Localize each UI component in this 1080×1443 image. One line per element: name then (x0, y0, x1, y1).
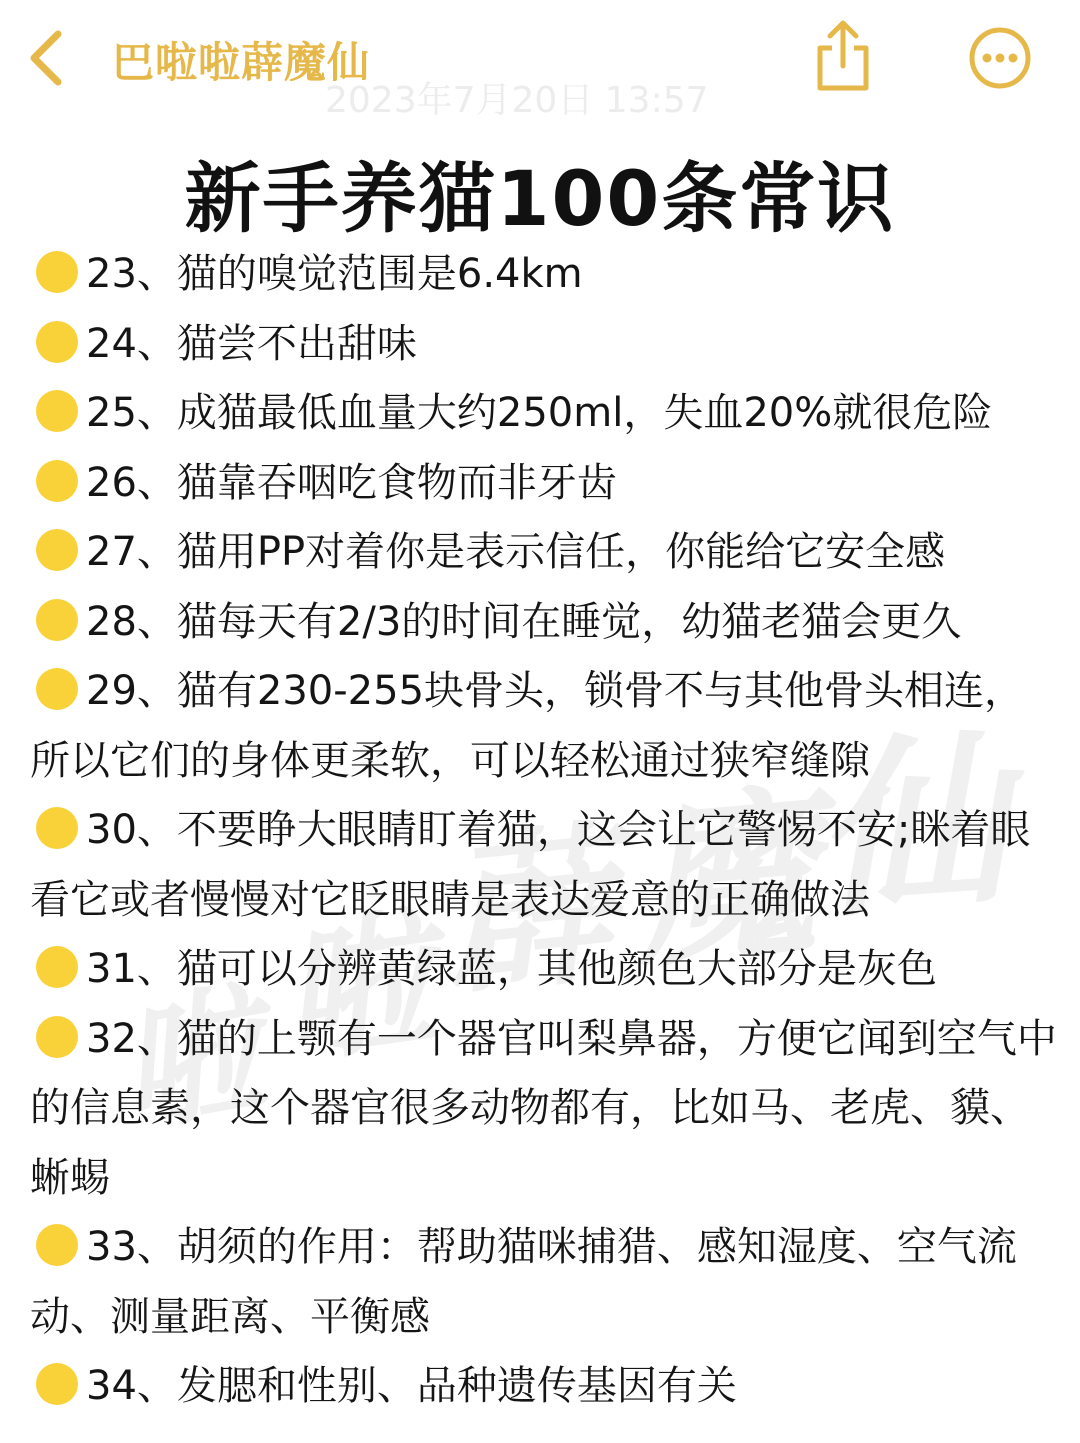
yellow-circle-icon (36, 668, 78, 710)
list-item (30, 935, 1060, 1005)
svg-text:仙: 仙 (807, 709, 1013, 945)
list-item-text: 26、猫靠吞咽吃食物而非牙齿 (86, 459, 617, 506)
share-icon (812, 18, 874, 94)
yellow-circle-icon (36, 599, 78, 641)
list-item (30, 310, 1060, 380)
list-item-text: 27、猫用PP对着你是表示信任，你能给它安全感 (86, 529, 946, 575)
svg-text:薜: 薜 (433, 804, 624, 1021)
list-item-text: 31、猫可以分辨黄绿蓝，其他颜色大部分是灰色 (86, 946, 937, 992)
list-item (30, 588, 1060, 658)
yellow-circle-icon (36, 321, 78, 363)
list-item-text: 25、成猫最低血量大约250ml，失血20%就很危险 (86, 390, 993, 436)
list-item-text: 23、猫的嗅觉范围是6.4km (86, 251, 583, 297)
note-title: 新手养猫100条常识 (184, 154, 896, 243)
list-item-text: 28、猫每天有2/3的时间在睡觉，幼猫老猫会更久 (86, 598, 962, 645)
list-item-text: 24、猫尝不出甜味 (86, 320, 417, 367)
yellow-circle-icon (36, 460, 78, 502)
navigation-bar (0, 0, 1080, 120)
svg-text:啦: 啦 (270, 890, 444, 1086)
more-icon (968, 26, 1032, 90)
yellow-circle-icon (36, 1224, 78, 1266)
list-item-text: 32、猫的上颚有一个器官叫梨鼻器，方便它闻到空气中的信息素，这个器官很多动物都有，比如马、老虎、貘、蜥蜴 (30, 1015, 1057, 1201)
list-item (30, 796, 1060, 935)
svg-text:魔: 魔 (625, 766, 824, 993)
list-item (30, 240, 1060, 310)
yellow-circle-icon (36, 1016, 78, 1058)
back-button[interactable] (22, 28, 72, 88)
note-timestamp: 2023年7月20日 13:57 (325, 80, 709, 121)
yellow-circle-icon (36, 946, 78, 988)
yellow-circle-icon (36, 807, 78, 849)
yellow-circle-icon (36, 390, 78, 432)
folder-name[interactable]: 巴啦啦薜魔仙 (112, 38, 371, 87)
list-item (30, 1352, 1060, 1422)
yellow-circle-icon (36, 251, 78, 293)
list-item (30, 657, 1060, 796)
list-item-text: 34、发腮和性别、品种遗传基因有关 (86, 1363, 737, 1409)
list-item-text: 30、不要睁大眼睛盯着猫，这会让它警惕不安;眯着眼看它或者慢慢对它眨眼睛是表达爱意的正确做法 (30, 807, 1031, 923)
more-options-button[interactable] (968, 26, 1032, 90)
list-item (30, 449, 1060, 519)
chevron-left-icon (22, 28, 72, 88)
yellow-circle-icon (36, 529, 78, 571)
share-button[interactable] (812, 18, 874, 94)
yellow-circle-icon (36, 1363, 78, 1405)
svg-text:啦: 啦 (107, 967, 274, 1154)
list-item (30, 1213, 1060, 1352)
list-item (30, 518, 1060, 588)
list-item-text: 29、猫有230-255块骨头，锁骨不与其他骨头相连，所以它们的身体更柔软，可以轻松通过狭窄缝隙 (30, 668, 1025, 784)
list-item-text: 33、胡须的作用：帮助猫咪捕猎、感知湿度、空气流动、测量距离、平衡感 (30, 1224, 1017, 1340)
list-item (30, 379, 1060, 449)
note-body[interactable] (30, 240, 1060, 1422)
list-item (30, 1005, 1060, 1214)
